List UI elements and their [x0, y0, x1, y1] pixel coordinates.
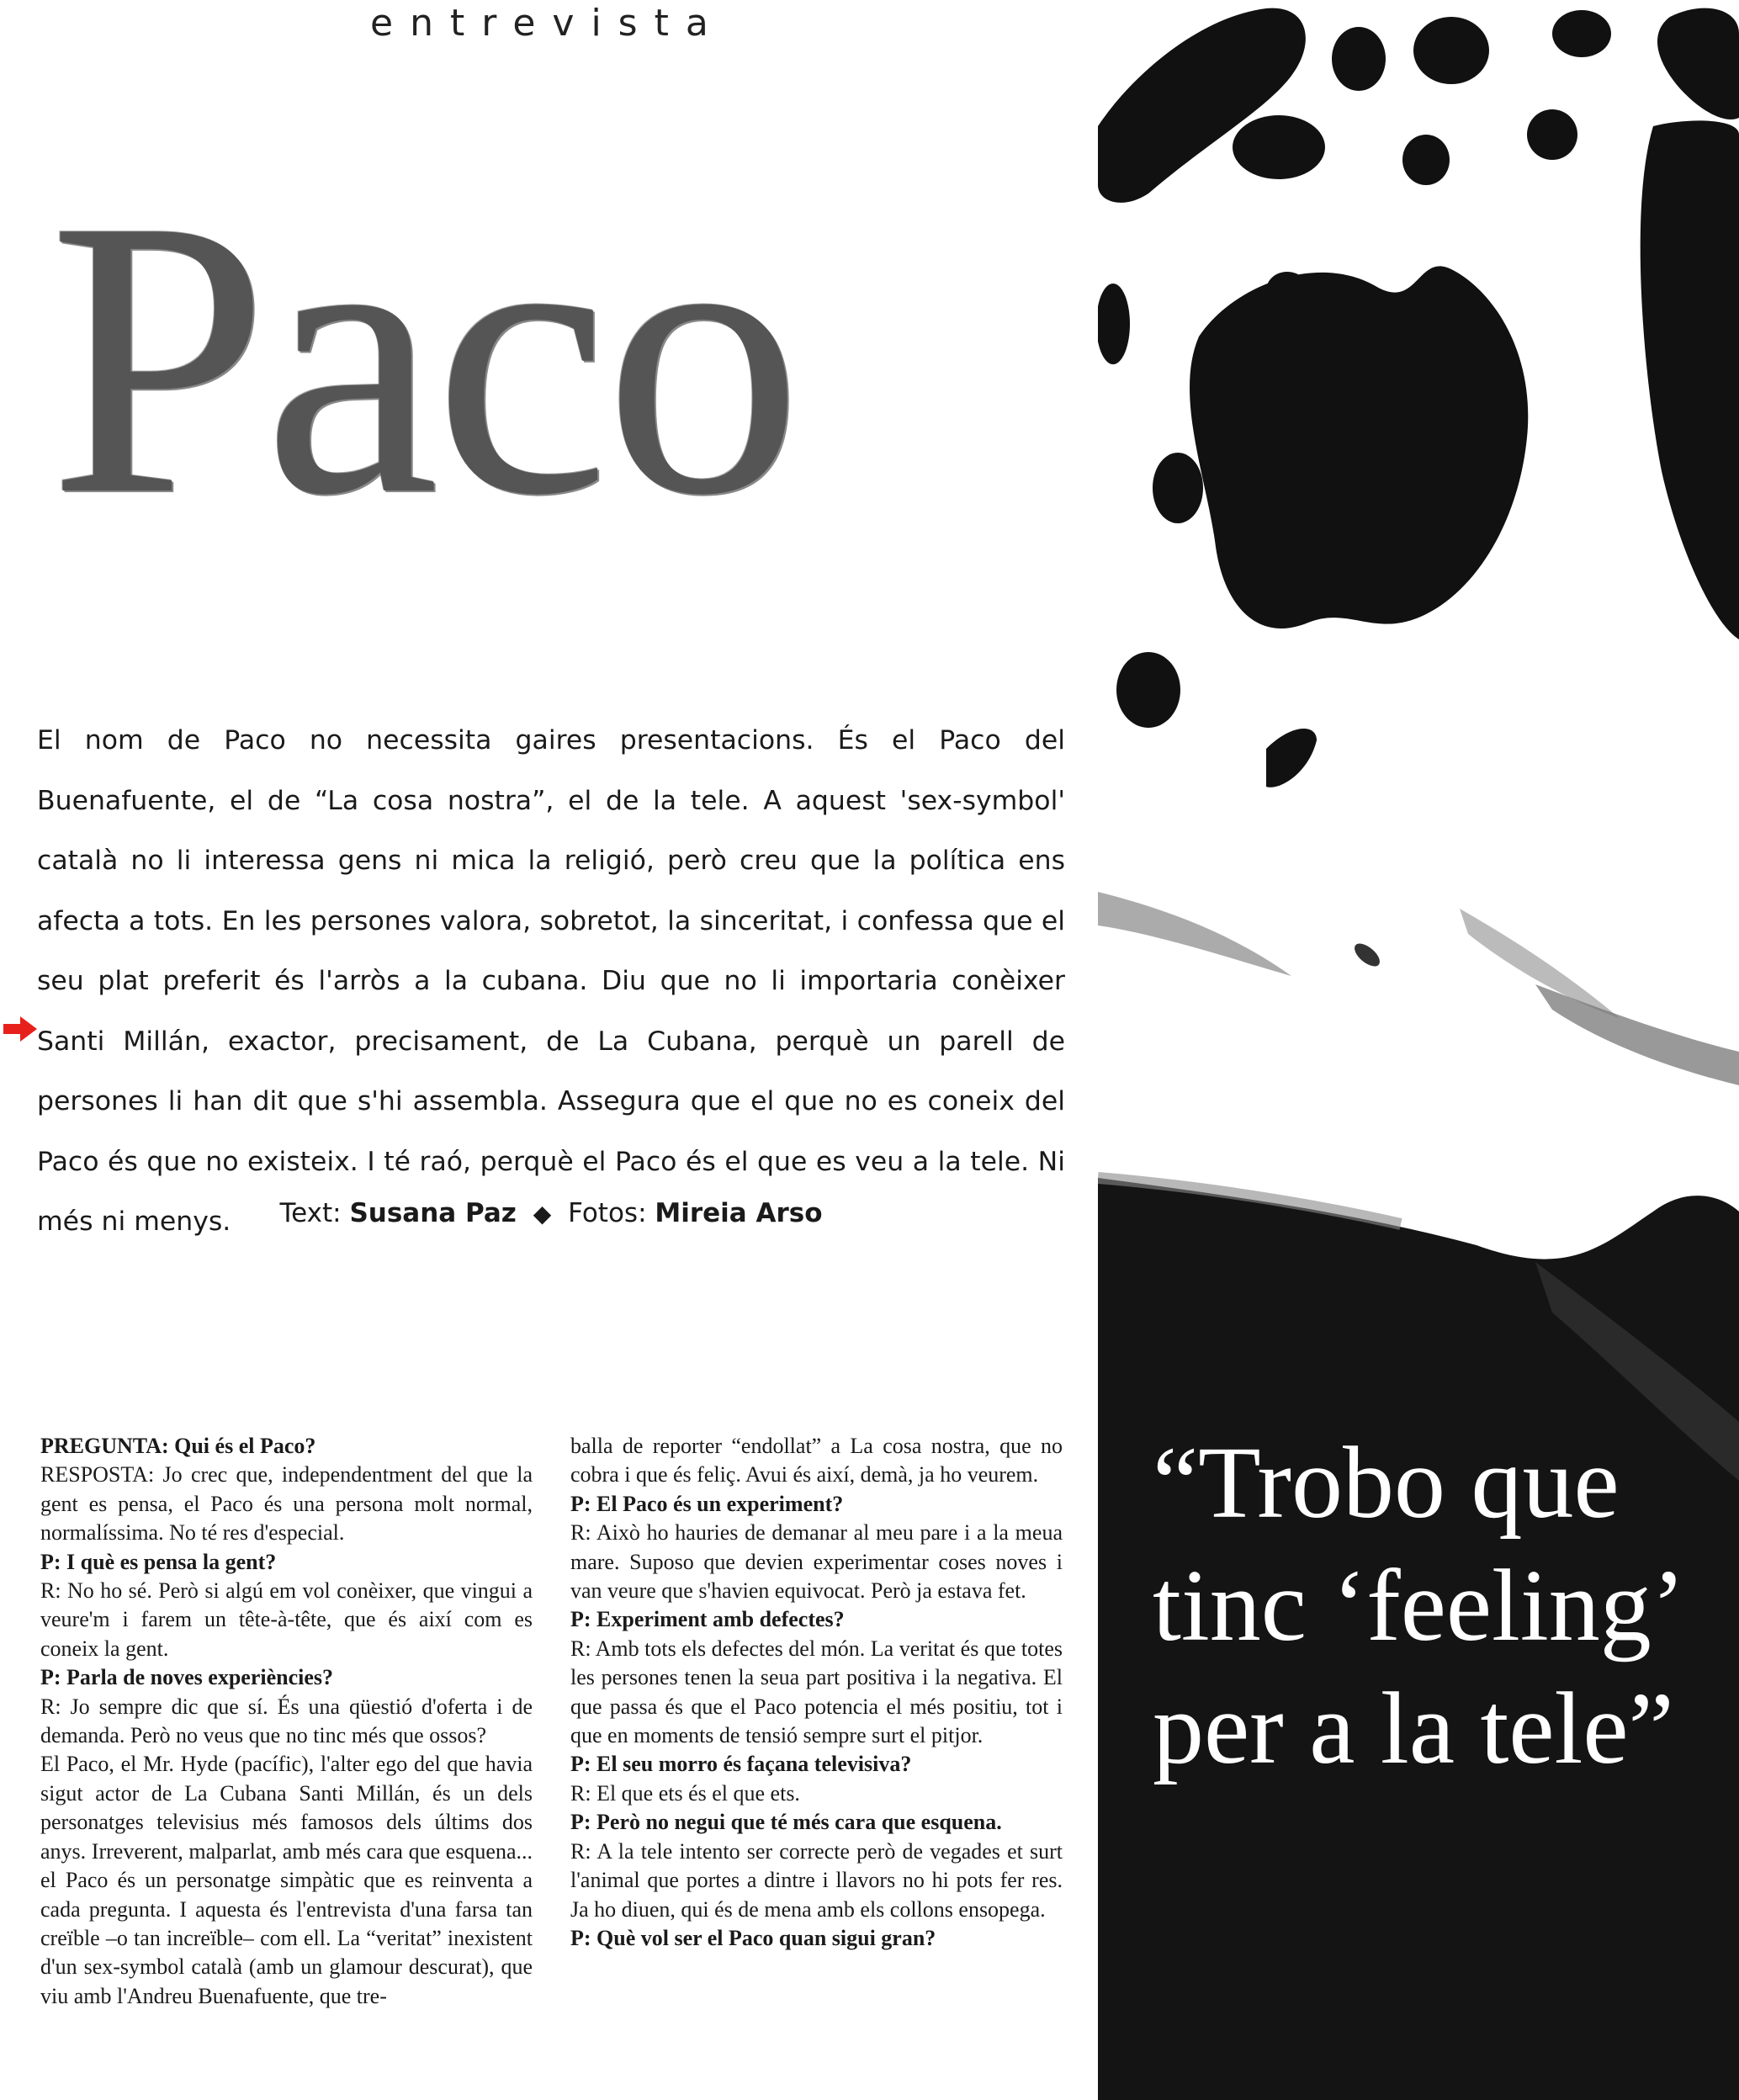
answer: R: A la tele intento ser correcte però de vegades et surt l'animal que portes a dintre i llavors no hi pots fer res. Ja ho diuen, qui és de mena amb els collons ensopega. — [570, 1838, 1063, 1922]
text-label: Text: — [279, 1198, 342, 1228]
photo-label: Fotos: — [568, 1198, 647, 1228]
question: P: El seu morro és façana televisiva? — [570, 1752, 912, 1777]
diamond-icon: ◆ — [533, 1200, 552, 1228]
question: P: Què vol ser el Paco quan sigui gran? — [570, 1925, 936, 1950]
interview-column-2 — [570, 1432, 1063, 1953]
section-label: entrevista — [370, 2, 725, 45]
pull-quote: “Trobo que tinc ‘feeling’ per a la tele” — [1153, 1426, 1678, 1785]
question: PREGUNTA: Qui és el Paco? — [40, 1434, 316, 1458]
headline-title: Paco — [49, 138, 798, 576]
paragraph: El Paco, el Mr. Hyde (pacífic), l'alter ego del que havia sigut actor de La Cubana Santi Millán, és un dels personatges televisius més famosos dels últims dos anys. Irreverent, malparlat, amb més cara que esquena... el Paco és un personatge simpàtic que es reinventa a cada pregunta. I aquesta és l'entrevista d'una farsa tan creïble –o tan increïble– com ell. La “veritat” inexistent d'un sex-symbol català (amb un glamour descurat), que viu amb l'Andreu Buenafuente, que tre- — [40, 1752, 533, 2008]
question: P: Però no negui que té més cara que esquena. — [570, 1810, 1002, 1835]
lead-paragraph: El nom de Paco no necessita gaires presentacions. És el Paco del Buenafuente, el de “La cosa nostra”, el de la tele. A aquest 'sex-symbol' català no li interessa gens ni mica la religió, però creu que la política ens afecta a tots. En les persones valora, sobretot, la sinceritat, i confessa que el seu plat preferit és l'arròs a la cubana. Diu que no li importaria conèixer Santi Millán, exactor, precisament, de La Cubana, perquè un parell de persones li han dit que s'hi assembla. Assegura que el que no es coneix del Paco és que no existeix. I té raó, perquè el Paco és el que es veu a la tele. Ni més ni menys. — [37, 725, 1065, 1237]
answer: R: El que ets és el que ets. — [570, 1780, 800, 1806]
red-arrow-icon — [3, 1016, 37, 1042]
question: P: I què es pensa la gent? — [40, 1549, 277, 1574]
answer: R: Això ho hauries de demanar al meu pare i a la meua mare. Suposo que devien experimentar coses noves i van veure que s'havien equivocat. Però ja estava fet. — [570, 1520, 1063, 1604]
credits-line — [0, 1198, 1102, 1228]
question: P: Parla de noves experiències? — [40, 1665, 334, 1690]
answer: RESPOSTA: Jo crec que, independentment del que la gent es pensa, el Paco és una persona molt normal, normalíssima. No té res d'especial. — [40, 1462, 533, 1546]
answer: R: Jo sempre dic que sí. És una qüestió d'oferta i de demanda. Però no veus que no tinc més que ossos? — [40, 1694, 533, 1748]
question: P: Experiment amb defectes? — [570, 1607, 845, 1632]
photographer-name: Mireia Arso — [655, 1198, 823, 1228]
interview-column-1 — [40, 1432, 533, 2011]
author-name: Susana Paz — [349, 1198, 517, 1228]
answer: R: No ho sé. Però si algú em vol conèixer, que vingui a veure'm i farem un tête-à-tête, que és així com es coneix la gent. — [40, 1578, 533, 1661]
paragraph: balla de reporter “endollat” a La cosa nostra, que no cobra i que és feliç. Avui és així, demà, ja ho veurem. — [570, 1434, 1063, 1488]
question: P: El Paco és un experiment? — [570, 1491, 844, 1516]
answer: R: Amb tots els defectes del món. La veritat és que totes les persones tenen la seua part positiva i la negativa. El que passa és que el Paco potencia el més positiu, tot i que en moments de tensió sempre surt el pitjor. — [570, 1636, 1063, 1748]
